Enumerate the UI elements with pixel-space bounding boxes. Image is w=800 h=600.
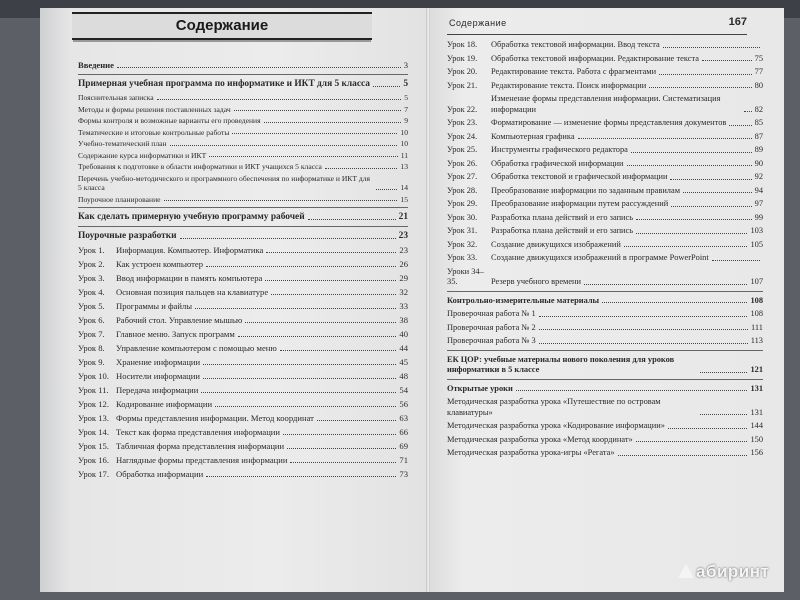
- lesson-number: Урок 8.: [78, 343, 105, 353]
- toc-lesson-entry: [447, 81, 763, 92]
- dot-leader: [201, 392, 396, 393]
- toc-lesson-entry: [447, 54, 763, 65]
- entry-page-number: 21: [398, 212, 408, 222]
- toc-lesson-entry: [78, 273, 408, 284]
- toc-lesson-entry: [78, 469, 408, 480]
- entry-title: ЕК ЦОР: учебные материалы нового поколения для уроков информатики в 5 классе: [447, 354, 675, 374]
- toc-entry: [447, 421, 763, 432]
- entry-page-number: 108: [750, 295, 763, 305]
- toc-lesson-entry: [78, 301, 408, 312]
- toc-section-heading: [447, 355, 763, 376]
- entry-title: Содержание курса информатики и ИКТ: [78, 150, 207, 160]
- entry-title: Пояснительная записка: [78, 93, 154, 102]
- toc-entry: [447, 435, 763, 446]
- entry-title: Поурочное планирование: [78, 194, 161, 204]
- dot-leader: [373, 86, 400, 87]
- dot-leader: [668, 428, 748, 429]
- toc-lesson-entry: [447, 240, 763, 251]
- toc-entry: [78, 116, 408, 126]
- dot-leader: [602, 302, 747, 303]
- lesson-number: Урок 14.: [78, 427, 109, 437]
- section-divider: [447, 291, 763, 292]
- dot-leader: [180, 238, 396, 239]
- entry-page-number: 23: [399, 245, 408, 255]
- entry-page-number: 32: [399, 287, 408, 297]
- toc-lesson-entry: [78, 371, 408, 382]
- dot-leader: [539, 343, 748, 344]
- dot-leader: [238, 336, 397, 337]
- entry-title: Как устроен компьютер: [116, 259, 203, 269]
- entry-title: Требования к подготовке в области информатики и ИКТ учащихся 5 класса: [78, 162, 322, 171]
- entry-page-number: 63: [399, 413, 408, 423]
- lesson-number: Урок 13.: [78, 413, 109, 423]
- entry-title: Преобразование информации по заданным правилам: [491, 185, 680, 195]
- dot-leader: [206, 266, 396, 267]
- dot-leader: [670, 179, 751, 180]
- entry-title: Компьютерная графика: [491, 131, 575, 141]
- entry-page-number: 80: [754, 80, 763, 90]
- left-table-of-contents: [78, 60, 408, 483]
- section-divider: [78, 226, 408, 227]
- dot-leader: [290, 462, 396, 463]
- dot-leader: [170, 145, 398, 146]
- dot-leader: [209, 156, 397, 157]
- toc-entry: [78, 162, 408, 172]
- entry-page-number: 131: [750, 407, 763, 417]
- toc-lesson-entry: [78, 329, 408, 340]
- lesson-number: Урок 10.: [78, 371, 109, 381]
- toc-lesson-entry: [447, 118, 763, 129]
- dot-leader: [206, 476, 396, 477]
- entry-title: Передача информации: [116, 385, 199, 395]
- toc-lesson-entry: [78, 399, 408, 410]
- entry-page-number: 92: [754, 172, 763, 181]
- dot-leader: [283, 434, 396, 435]
- entry-title: Обработка текстовой информации. Ввод текста: [491, 40, 660, 49]
- lesson-number: Урок 27.: [447, 172, 478, 181]
- dot-leader: [729, 125, 751, 126]
- entry-page-number: 99: [754, 212, 763, 222]
- toc-lesson-entry: [78, 259, 408, 270]
- lesson-number: Урок 25.: [447, 145, 478, 154]
- entry-title: Преобразование информации путем рассуждений: [491, 199, 669, 208]
- entry-page-number: 144: [750, 421, 763, 430]
- toc-lesson-entry: [447, 186, 763, 197]
- entry-title: Кодирование информации: [116, 399, 213, 409]
- entry-page-number: 23: [398, 231, 408, 241]
- entry-title: Редактирование текста. Работа с фрагментами: [491, 67, 657, 76]
- entry-title: Текст как форма представления информации: [116, 427, 280, 437]
- dot-leader: [636, 219, 752, 220]
- toc-lesson-entry: [447, 159, 763, 170]
- toc-entry: [447, 448, 763, 459]
- entry-page-number: 107: [750, 277, 763, 286]
- dot-leader: [264, 122, 402, 123]
- toc-lesson-entry: [78, 287, 408, 298]
- labirint-watermark: [678, 562, 769, 582]
- lesson-number: Урок 16.: [78, 455, 109, 465]
- lesson-number: Урок 1.: [78, 245, 105, 255]
- toc-lesson-entry: [78, 441, 408, 452]
- entry-page-number: 121: [750, 365, 763, 374]
- dot-leader: [624, 246, 748, 247]
- toc-lesson-entry: [78, 357, 408, 368]
- entry-page-number: 103: [750, 226, 763, 235]
- dot-leader: [636, 441, 748, 442]
- dot-leader: [232, 133, 397, 134]
- entry-title: Проверочная работа № 2: [447, 322, 536, 332]
- watermark-text: абиринт: [696, 562, 770, 581]
- entry-page-number: 66: [399, 427, 408, 437]
- toc-lesson-entry: [447, 40, 763, 51]
- entry-page-number: 97: [754, 199, 763, 208]
- dot-leader: [659, 74, 752, 75]
- lesson-number: Урок 6.: [78, 315, 105, 325]
- entry-title: Перечень учебно-методического и программного обеспечения по информатике и ИКТ для 5 класса: [78, 173, 371, 192]
- entry-title: Обработка текстовой информации. Редактирование текста: [491, 53, 699, 63]
- toc-lesson-entry: [78, 385, 408, 396]
- entry-title: Хранение информации: [116, 357, 201, 367]
- dot-leader: [325, 168, 397, 169]
- toc-lesson-entry: [78, 245, 408, 256]
- lesson-number: Урок 30.: [447, 212, 478, 222]
- entry-title: Контрольно-измерительные материалы: [447, 295, 600, 305]
- toc-entry: [78, 174, 408, 193]
- lesson-number: Урок 23.: [447, 118, 478, 127]
- entry-title: Резерв учебного времени: [491, 277, 582, 286]
- toc-entry: [447, 397, 763, 418]
- dot-leader: [700, 414, 747, 415]
- dot-leader: [117, 67, 401, 68]
- entry-title: Ввод информации в память компьютера: [116, 273, 263, 283]
- dot-leader: [203, 364, 396, 365]
- toc-lesson-entry: [78, 455, 408, 466]
- entry-page-number: 89: [754, 145, 763, 154]
- toc-entry: [447, 323, 763, 334]
- entry-title: Методы и формы решения поставленных задач: [78, 104, 231, 114]
- dot-leader: [584, 284, 747, 285]
- lesson-number: Урок 32.: [447, 239, 478, 249]
- toc-lesson-entry: [447, 199, 763, 210]
- entry-page-number: 7: [404, 104, 408, 114]
- dot-leader: [157, 99, 402, 100]
- dot-leader: [702, 60, 752, 61]
- entry-title: Введение: [78, 60, 114, 70]
- toc-lesson-entry: [447, 267, 763, 288]
- right-table-of-contents: [447, 40, 763, 462]
- toc-lesson-entry: [447, 67, 763, 78]
- dot-leader: [712, 260, 760, 261]
- dot-leader: [317, 420, 396, 421]
- toc-lesson-entry: [447, 145, 763, 156]
- lesson-number: Урок 4.: [78, 287, 105, 297]
- entry-title: Форматирование — изменение формы представления документов: [491, 118, 727, 127]
- dot-leader: [649, 87, 751, 88]
- entry-title: Наглядные формы представления информации: [116, 455, 288, 465]
- toc-entry: [78, 60, 408, 71]
- toc-section-heading: [447, 296, 763, 307]
- lesson-number: Урок 26.: [447, 158, 478, 168]
- toc-lesson-entry: [447, 172, 763, 183]
- toc-lesson-entry: [447, 213, 763, 224]
- lesson-number: Урок 31.: [447, 226, 478, 235]
- entry-title: Главное меню. Запуск программ: [116, 329, 235, 339]
- dot-leader: [671, 206, 751, 207]
- dot-leader: [215, 406, 396, 407]
- lesson-number: Урок 28.: [447, 185, 478, 195]
- entry-page-number: 156: [750, 448, 763, 457]
- entry-page-number: 15: [400, 194, 408, 204]
- entry-page-number: 77: [754, 67, 763, 76]
- dot-leader: [636, 233, 747, 234]
- dot-leader: [271, 294, 396, 295]
- lesson-number: Урок 12.: [78, 399, 109, 409]
- dot-leader: [234, 110, 402, 111]
- entry-title: Редактирование текста. Поиск информации: [491, 80, 647, 90]
- entry-page-number: 105: [750, 239, 763, 249]
- entry-title: Разработка плана действий и его запись: [491, 226, 634, 235]
- entry-page-number: 113: [750, 336, 763, 345]
- entry-title: Информация. Компьютер. Информатика: [116, 245, 264, 255]
- dot-leader: [578, 138, 752, 139]
- entry-title: Рабочий стол. Управление мышью: [116, 315, 243, 325]
- entry-title: Методическая разработка урока-игры «Регата»: [447, 448, 615, 457]
- dot-leader: [539, 316, 748, 317]
- running-header-section: Содержание: [449, 18, 507, 28]
- entry-page-number: 40: [399, 329, 408, 339]
- entry-page-number: 10: [400, 127, 408, 137]
- toc-section-heading: [78, 79, 408, 90]
- entry-page-number: 33: [399, 301, 408, 311]
- toc-lesson-entry: [78, 315, 408, 326]
- entry-page-number: 73: [399, 469, 408, 479]
- entry-title: Разработка плана действий и его запись: [491, 212, 634, 222]
- entry-title: Поурочные разработки: [78, 231, 177, 241]
- entry-title: Основная позиция пальцев на клавиатуре: [116, 287, 269, 297]
- lesson-number: Урок 18.: [447, 40, 478, 49]
- entry-page-number: 5: [403, 79, 408, 89]
- entry-title: Носители информации: [116, 371, 200, 381]
- dot-leader: [265, 280, 396, 281]
- toc-lesson-entry: [447, 226, 763, 237]
- lesson-number: Урок 11.: [78, 385, 109, 395]
- entry-page-number: 48: [399, 371, 408, 381]
- lesson-number: Урок 9.: [78, 357, 105, 367]
- labirint-logo-icon: [678, 564, 694, 578]
- toc-lesson-entry: [78, 427, 408, 438]
- section-divider: [78, 74, 408, 75]
- dot-leader: [700, 372, 747, 373]
- toc-section-heading: [78, 231, 408, 242]
- entry-page-number: 56: [399, 399, 408, 409]
- dot-leader: [631, 152, 752, 153]
- entry-page-number: 75: [754, 53, 763, 63]
- entry-page-number: 82: [754, 104, 763, 114]
- toc-entry: [78, 139, 408, 149]
- entry-page-number: 54: [399, 385, 408, 395]
- dot-leader: [663, 47, 760, 48]
- lesson-number: Урок 20.: [447, 67, 478, 76]
- entry-title: Проверочная работа № 3: [447, 336, 536, 345]
- dot-leader: [308, 219, 396, 220]
- entry-title: Обработка графической информации: [491, 158, 624, 168]
- lesson-number: Урок 5.: [78, 301, 105, 311]
- toc-lesson-entry: [447, 94, 763, 115]
- dot-leader: [683, 192, 752, 193]
- lesson-number: Урок 33.: [447, 253, 478, 262]
- entry-title: Обработка информации: [116, 469, 204, 479]
- lesson-number: Урок 29.: [447, 199, 478, 208]
- right-page-header: [447, 14, 747, 35]
- dot-leader: [245, 322, 396, 323]
- entry-page-number: 108: [750, 309, 763, 318]
- toc-entry: [78, 105, 408, 115]
- dot-leader: [164, 200, 398, 201]
- page-title: Содержание: [72, 12, 372, 40]
- entry-title: Проверочная работа № 1: [447, 309, 536, 318]
- entry-page-number: 10: [400, 139, 408, 148]
- lesson-number: Урок 17.: [78, 469, 109, 479]
- entry-title: Методическая разработка урока «Кодирование информации»: [447, 421, 665, 430]
- entry-page-number: 3: [403, 60, 408, 70]
- entry-title: Формы контроля и возможные варианты его проведения: [78, 116, 261, 125]
- entry-page-number: 87: [754, 131, 763, 141]
- page-number: 167: [728, 16, 747, 28]
- entry-page-number: 9: [404, 116, 408, 125]
- entry-title: Изменение формы представления информации. Систематизация информации: [491, 94, 721, 114]
- lesson-number: Урок 2.: [78, 259, 105, 269]
- entry-title: Инструменты графического редактора: [491, 145, 628, 154]
- dot-leader: [539, 329, 748, 330]
- lesson-number: Урок 21.: [447, 80, 478, 90]
- entry-title: Управление компьютером с помощью меню: [116, 343, 277, 353]
- dot-leader: [280, 350, 397, 351]
- section-divider: [447, 379, 763, 380]
- entry-title: Методическая разработка урока «Метод координат»: [447, 434, 633, 444]
- lesson-number: Уроки 34–35.: [447, 266, 484, 286]
- toc-entry: [78, 151, 408, 161]
- entry-title: Формы представления информации. Метод координат: [116, 413, 314, 423]
- entry-page-number: 14: [400, 183, 408, 192]
- dot-leader: [266, 252, 396, 253]
- toc-section-heading: [447, 384, 763, 395]
- dot-leader: [618, 455, 748, 456]
- toc-lesson-entry: [447, 132, 763, 143]
- entry-title: Тематические и итоговые контрольные работы: [78, 127, 230, 137]
- entry-page-number: 111: [751, 322, 763, 332]
- lesson-number: Урок 7.: [78, 329, 105, 339]
- lesson-number: Урок 24.: [447, 131, 478, 141]
- entry-page-number: 13: [400, 162, 408, 171]
- dot-leader: [744, 111, 752, 112]
- lesson-number: Урок 19.: [447, 53, 478, 63]
- entry-title: Как сделать примерную учебную программу рабочей: [78, 212, 305, 222]
- lesson-number: Урок 22.: [447, 104, 478, 114]
- dot-leader: [287, 448, 396, 449]
- toc-entry: [447, 336, 763, 347]
- entry-page-number: 90: [754, 158, 763, 168]
- entry-page-number: 11: [400, 150, 408, 160]
- entry-title: Создание движущихся изображений: [491, 239, 621, 249]
- toc-entry: [447, 309, 763, 320]
- entry-page-number: 45: [399, 357, 408, 367]
- lesson-number: Урок 3.: [78, 273, 105, 283]
- toc-lesson-entry: [447, 253, 763, 264]
- entry-page-number: 69: [399, 441, 408, 451]
- entry-page-number: 85: [754, 118, 763, 127]
- entry-title: Методическая разработка урока «Путешествие по островам клавиатуры»: [447, 397, 661, 417]
- toc-entry: [78, 93, 408, 103]
- book-spine: [426, 8, 430, 592]
- toc-lesson-entry: [78, 413, 408, 424]
- entry-page-number: 44: [399, 343, 408, 353]
- toc-entry: [78, 128, 408, 138]
- section-divider: [447, 350, 763, 351]
- entry-title: Программы и файлы: [116, 301, 193, 311]
- entry-page-number: 38: [399, 315, 408, 325]
- entry-title: Учебно-тематический план: [78, 139, 167, 148]
- entry-page-number: 5: [404, 93, 408, 102]
- entry-page-number: 150: [750, 434, 763, 444]
- entry-title: Табличная форма представления информации: [116, 441, 285, 451]
- entry-title: Обработка текстовой и графической информации: [491, 172, 668, 181]
- entry-page-number: 26: [399, 259, 408, 269]
- entry-title: Примерная учебная программа по информатике и ИКТ для 5 класса: [78, 79, 370, 89]
- dot-leader: [376, 189, 397, 190]
- entry-page-number: 131: [750, 383, 763, 393]
- lesson-number: Урок 15.: [78, 441, 109, 451]
- toc-entry: [78, 195, 408, 205]
- section-divider: [78, 207, 408, 208]
- entry-page-number: 94: [754, 185, 763, 195]
- toc-lesson-entry: [78, 343, 408, 354]
- entry-title: Открытые уроки: [447, 383, 513, 393]
- entry-page-number: 29: [399, 273, 408, 283]
- dot-leader: [627, 165, 752, 166]
- dot-leader: [203, 378, 396, 379]
- toc-section-heading: [78, 212, 408, 223]
- dot-leader: [516, 390, 748, 391]
- entry-title: Создание движущихся изображений в программе PowerPoint: [491, 253, 709, 262]
- dot-leader: [195, 308, 396, 309]
- entry-page-number: 71: [399, 455, 408, 465]
